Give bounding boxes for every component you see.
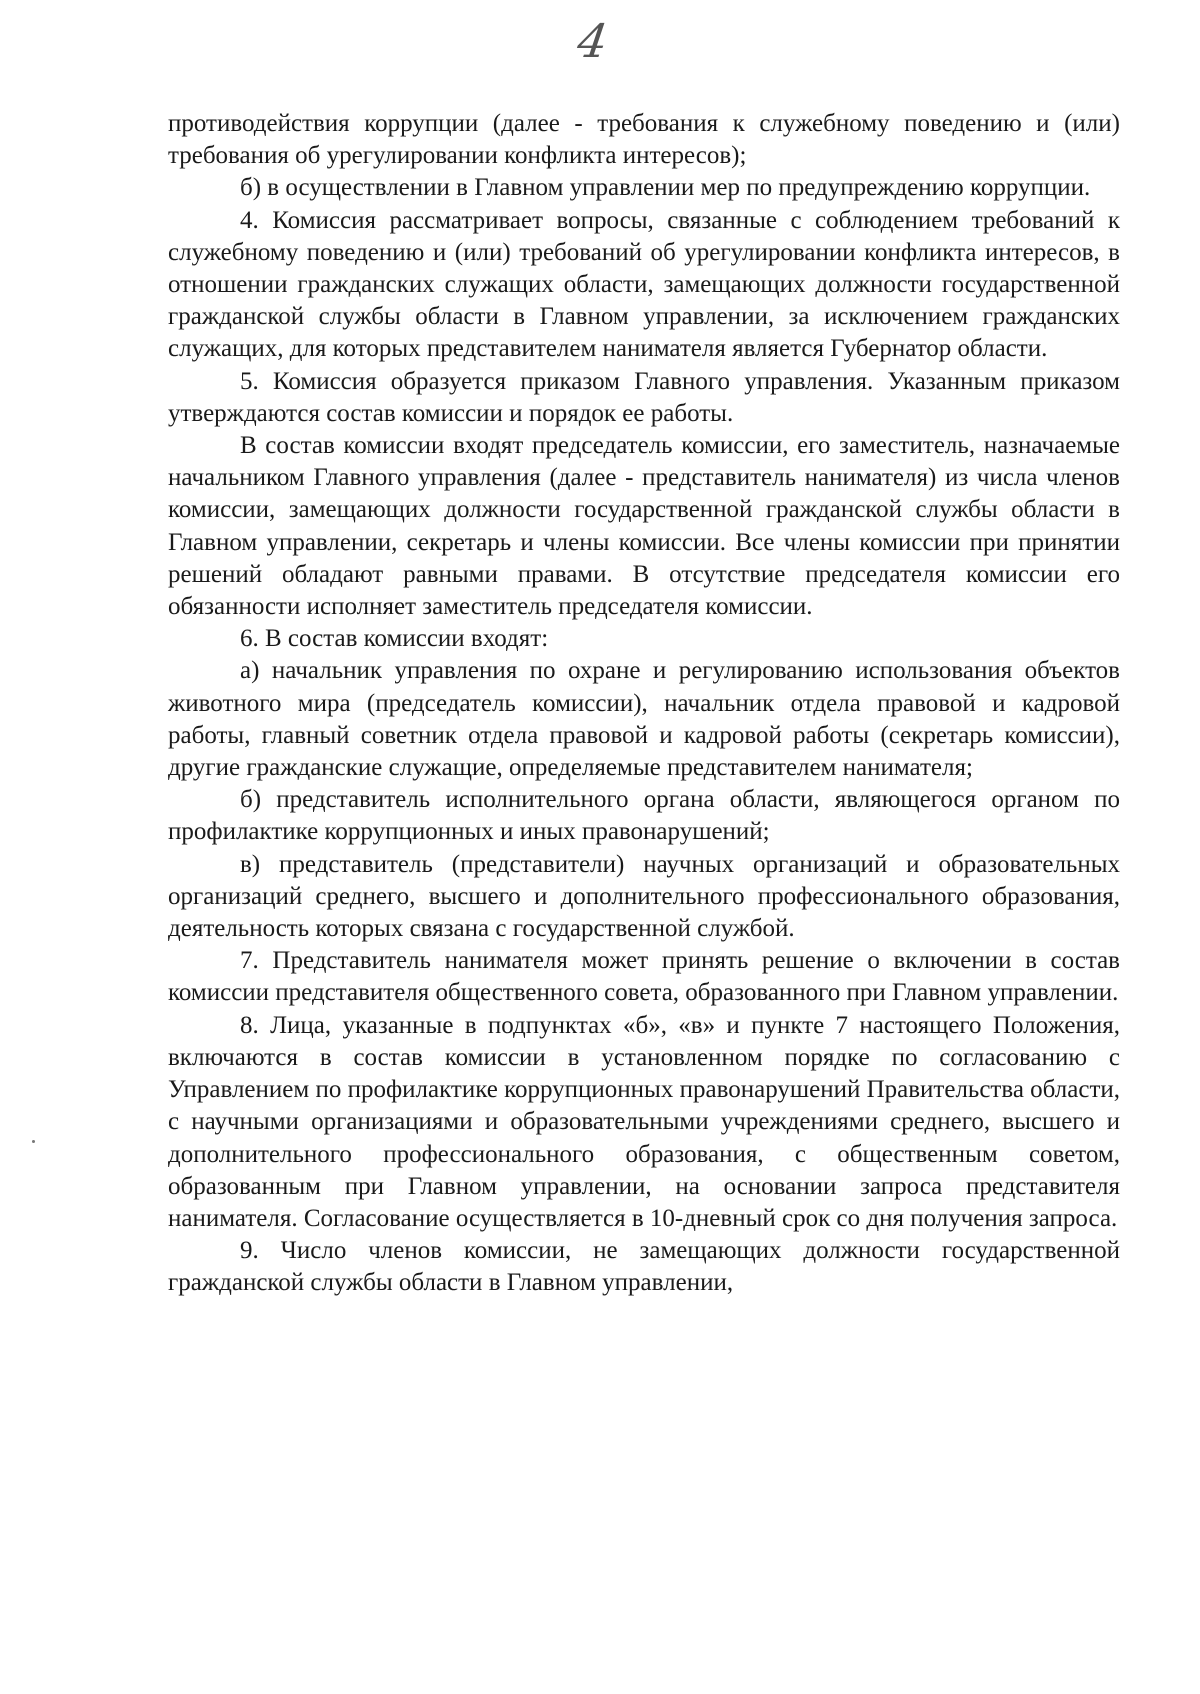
handwritten-page-number: 4: [574, 14, 612, 68]
document-body: [168, 108, 1120, 1300]
paragraph-5: 5. Комиссия образуется приказом Главного управления. Указанным приказом утверждаются состав комиссии и порядок ее работы.: [168, 367, 1120, 427]
paragraph-6b: б) представитель исполнительного органа области, являющегося органом по профилактике коррупционных и иных правонарушений;: [168, 786, 1120, 846]
paragraph-8: 8. Лица, указанные в подпунктах «б», «в» и пункте 7 настоящего Положения, включаются в состав комиссии в установленном порядке по согласованию с Управлением по профилактике коррупционных правонарушений Правительства области, с научными организациями и образовательными учреждениями среднего, высшего и дополнительного профессионального образования, с общественным советом, образованным при Главном управлении, на основании запроса представителя нанимателя. Согласование осуществляется в 10-дневный срок со дня получения запроса.: [168, 1011, 1120, 1232]
paragraph-6a: а) начальник управления по охране и регулированию использования объектов животного мира (председатель комиссии), начальник отдела правовой и кадровой работы, главный советник отдела правовой и кадровой работы (секретарь комиссии), другие гражданские служащие, определяемые представителем нанимателя;: [168, 657, 1120, 782]
paragraph-6v: в) представитель (представители) научных организаций и образовательных организаций среднего, высшего и дополнительного профессионального образования, деятельность которых связана с государственной службой.: [168, 850, 1120, 943]
paragraph-7: 7. Представитель нанимателя может принять решение о включении в состав комиссии представителя общественного совета, образованного при Главном управлении.: [168, 947, 1120, 1007]
paragraph-4: 4. Комиссия рассматривает вопросы, связанные с соблюдением требований к служебному поведению и (или) требований об урегулировании конфликта интересов, в отношении гражданских служащих области, замещающих должности государственной гражданской службы области в Главном управлении, за исключением гражданских служащих, для которых представителем нанимателя является Губернатор области.: [168, 206, 1120, 363]
paragraph-9: 9. Число членов комиссии, не замещающих должности государственной гражданской службы области в Главном управлении,: [168, 1237, 1120, 1297]
paragraph-6: 6. В состав комиссии входят:: [240, 625, 549, 653]
paragraph-5-composition: В состав комиссии входят председатель комиссии, его заместитель, назначаемые начальником Главного управления (далее - представитель нанимателя) из числа членов комиссии, замещающих должности государственной гражданской службы области в Главном управлении, секретарь и члены комиссии. Все члены комиссии при принятии решений обладают равными правами. В отсутствие председателя комиссии его обязанности исполняет заместитель председателя комиссии.: [168, 432, 1120, 621]
paragraph-continuation: противодействия коррупции (далее - требования к служебному поведению и (или) требования об урегулировании конфликта интересов);: [168, 110, 1120, 170]
scan-speck: [32, 1140, 35, 1143]
paragraph-3b: б) в осуществлении в Главном управлении мер по предупреждению коррупции.: [240, 174, 1091, 202]
